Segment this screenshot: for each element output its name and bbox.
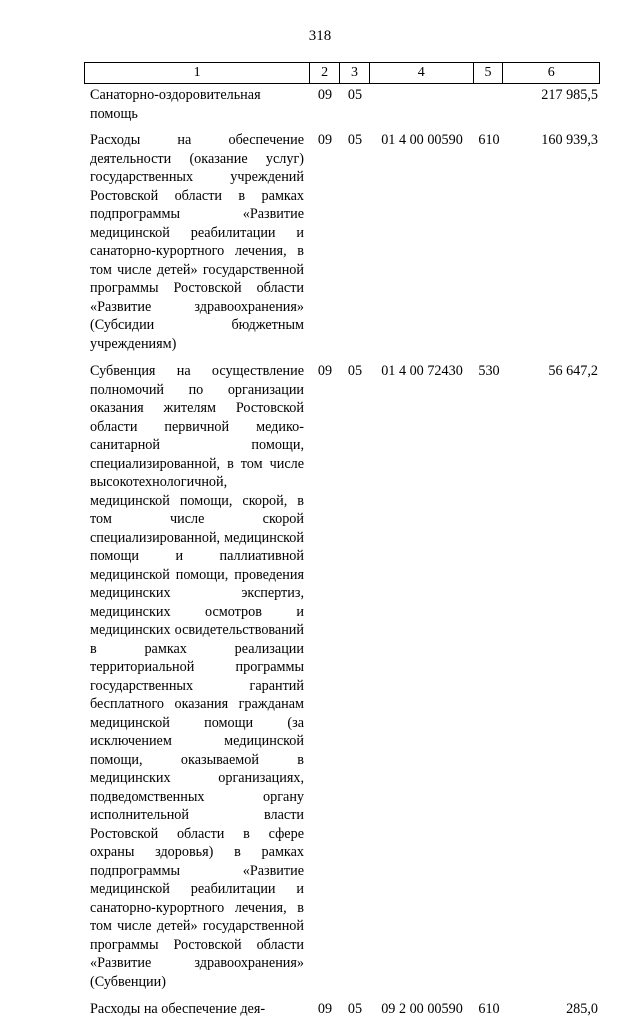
row-name: Санаторно-оздоровительная помощь — [90, 87, 261, 122]
table-header — [84, 62, 600, 84]
row-target-code: 01 4 00 00590 — [381, 132, 463, 148]
budget-table — [84, 62, 600, 1019]
row-amount: 56 647,2 — [548, 363, 598, 379]
header-col-1: 1 — [85, 63, 310, 83]
row-subsection: 05 — [347, 1001, 363, 1017]
header-col-5: 5 — [474, 63, 504, 83]
row-target-code: 09 2 00 00590 — [381, 1001, 463, 1017]
row-amount: 217 985,5 — [541, 87, 598, 103]
row-name: Расходы на обеспечение дея- — [90, 1001, 266, 1017]
row-expense-type: 610 — [478, 132, 500, 148]
row-section: 09 — [317, 363, 333, 379]
table-row — [84, 1000, 600, 1019]
table-row — [84, 131, 600, 353]
row-target-code: 01 4 00 72430 — [381, 363, 463, 379]
row-section: 09 — [317, 87, 333, 103]
header-col-3: 3 — [340, 63, 370, 83]
row-section: 09 — [317, 1001, 333, 1017]
header-col-2: 2 — [310, 63, 340, 83]
row-name: Субвенция на осуществление полномочий по организации оказания жителям Ростовской области первичной медико-санитарной помощи, специализированной, в том числе высокотехнологичной, медицинской помощи, скорой, в том числе скорой специализированной, медицинской помощи и паллиативной медицинской помощи, проведения медицинских экспертиз, медицинских осмотров и медицинских освидетельствований в рамках реализации территориальной программы государственных гарантий бесплатного оказания гражданам медицинской помощи (за исключением медицинской помощи, оказываемой в медицинских организациях, подведомственных органу исполнительной власти Ростовской области в сфере охраны здоровья) в рамках подпрограммы «Развитие медицинской реабилитации и санаторно-курортного лечения, в том числе детей» государственной программы Ростовской области «Развитие здравоохранения» (Субвенции) — [90, 363, 304, 990]
row-amount: 160 939,3 — [541, 132, 598, 148]
row-amount: 285,0 — [566, 1001, 598, 1017]
table-row — [84, 362, 600, 991]
row-subsection: 05 — [347, 87, 363, 103]
row-subsection: 05 — [347, 363, 363, 379]
row-name: Расходы на обеспечение деятельности (оказание услуг) государственных учреждений Ростовской области в рамках подпрограммы «Развитие медицинской реабилитации и санаторно-курортного лечения, в том числе детей» государственной программы Ростовской области «Развитие здравоохранения» (Субсидии бюджетным учреждениям) — [90, 132, 304, 352]
row-expense-type: 610 — [478, 1001, 500, 1017]
row-expense-type: 530 — [478, 363, 500, 379]
header-col-6: 6 — [547, 65, 555, 80]
table-row — [84, 86, 600, 123]
row-subsection: 05 — [347, 132, 363, 148]
header-col-4: 4 — [370, 63, 474, 83]
page-number: 318 — [308, 28, 332, 44]
row-section: 09 — [317, 132, 333, 148]
